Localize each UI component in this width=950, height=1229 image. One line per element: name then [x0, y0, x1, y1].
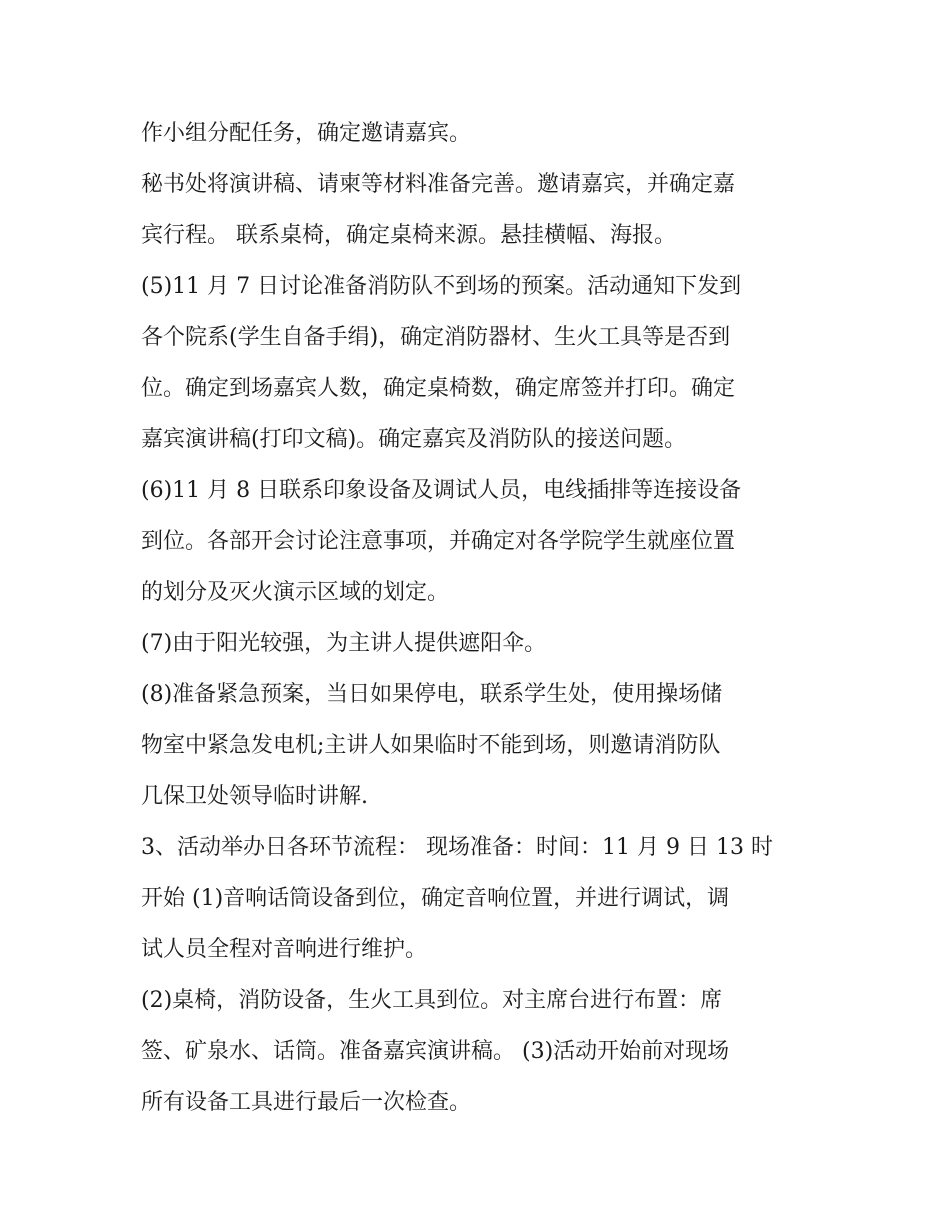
text-line: 签、矿泉水、话筒。准备嘉宾演讲稿。 (3)活动开始前对现场	[141, 1039, 730, 1064]
text-line: (6)11 月 8 日联系印象设备及调试人员，电线插排等连接设备	[141, 478, 742, 503]
text-line: (7)由于阳光较强，为主讲人提供遮阳伞。	[141, 631, 547, 656]
text-line: 各个院系(学生自备手绢)，确定消防器材、生火工具等是否到	[141, 325, 731, 350]
text-line: 秘书处将演讲稿、请柬等材料准备完善。邀请嘉宾，并确定嘉	[141, 172, 736, 197]
text-line: 到位。各部开会讨论注意事项，并确定对各学院学生就座位置	[141, 529, 736, 554]
document-body	[141, 108, 821, 1128]
text-line: 物室中紧急发电机;主讲人如果临时不能到场，则邀请消防队	[141, 733, 721, 758]
text-line: 的划分及灭火演示区域的划定。	[141, 580, 450, 605]
text-line: (5)11 月 7 日讨论准备消防队不到场的预案。活动通知下发到	[141, 274, 742, 299]
text-line: 所有设备工具进行最后一次检查。	[141, 1090, 472, 1115]
text-line: 嘉宾演讲稿(打印文稿)。确定嘉宾及消防队的接送问题。	[141, 427, 687, 452]
text-line: 宾行程。 联系桌椅，确定桌椅来源。悬挂横幅、海报。	[141, 223, 676, 248]
text-line: 开始 (1)音响话筒设备到位，确定音响位置，并进行调试，调	[141, 886, 730, 911]
text-line: (2)桌椅，消防设备，生火工具到位。对主席台进行布置：席	[141, 988, 723, 1013]
text-line: 位。确定到场嘉宾人数，确定桌椅数，确定席签并打印。确定	[141, 376, 736, 401]
text-line: 几保卫处领导临时讲解.	[141, 784, 368, 809]
text-line: (8)准备紧急预案，当日如果停电，联系学生处，使用操场储	[141, 682, 723, 707]
text-line: 3、活动举办日各环节流程： 现场准备：时间：11 月 9 日 13 时	[141, 835, 773, 860]
text-line: 作小组分配任务，确定邀请嘉宾。	[141, 121, 472, 146]
text-line: 试人员全程对音响进行维护。	[141, 937, 428, 962]
